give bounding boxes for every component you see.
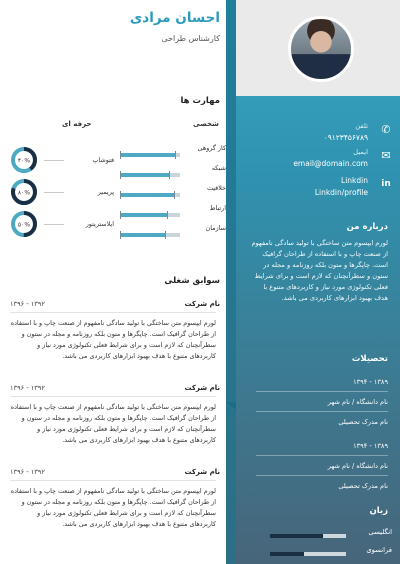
- skill-bar-tick: [120, 191, 121, 199]
- edu-2-university: نام دانشگاه / نام شهر: [327, 462, 388, 470]
- skill-row: [120, 184, 226, 194]
- sidebar-accent-stripe: [226, 0, 236, 564]
- about-title: درباره من: [346, 222, 388, 232]
- pro-skill-name: پریمیر: [97, 188, 114, 196]
- linkedin-value[interactable]: Linkdin/profile: [314, 188, 368, 197]
- pro-skill-line: [44, 160, 64, 161]
- pro-skill-ring: [10, 210, 38, 238]
- skill-row: [120, 164, 226, 174]
- sidebar: [236, 0, 400, 564]
- experience-title: سوابق شغلی: [164, 276, 220, 286]
- skill-bar-fill: [120, 193, 174, 197]
- pro-skill-ring: [10, 178, 38, 206]
- pro-skill-name: فتوشاپ: [92, 156, 114, 164]
- contact-linkedin: [242, 176, 392, 200]
- pro-skill-row: [10, 210, 114, 240]
- divider: [256, 411, 388, 412]
- job-description: لورم ایپسوم متن ساختگی با تولید سادگی نامفهوم از صنعت چاپ و با استفاده از طراحان گرافیک است. چاپگرها و متون بلکه روزنامه و مجله در ستون و سطرآنچنان که لازم است و برای شرایط فعلی تکنولوژی مورد نیاز و کاربردهای متنوع با هدف بهبود ابزارهای کاربردی می باشد.: [10, 319, 216, 360]
- skill-name: شبکه: [211, 164, 226, 172]
- about-text: لورم ایپسوم متن ساختگی با تولید سادگی نامفهوم از صنعت چاپ و با استفاده از طراحان گرافیک است. چاپگرها و متون بلکه روزنامه و مجله در ستون و سطرآنچنان که لازم است و برای شرایط فعلی تکنولوژی مورد نیاز و کاربردهای متنوع با هدف بهبود ابزارهای کاربردی می باشد.: [251, 239, 388, 302]
- email-value[interactable]: email@domain.com: [293, 159, 368, 168]
- skill-bar-tick: [165, 231, 166, 239]
- job-company: نام شرکت: [184, 384, 220, 392]
- language-name: انگلیسی: [368, 528, 392, 536]
- skill-bar-tick: [120, 211, 121, 219]
- linkedin-icon: in: [381, 179, 391, 189]
- pro-skill-ring: [10, 146, 38, 174]
- skills-title: مهارت ها: [180, 96, 220, 106]
- skill-bar-tick: [120, 171, 121, 179]
- edu-2-years: ۱۳۹۴ - ۱۳۸۹: [353, 442, 388, 450]
- skill-bar: [120, 193, 180, 197]
- skill-bar: [120, 153, 180, 157]
- ring-percent-label: ۴۰%: [17, 157, 31, 165]
- pro-skill-name: ایلاستریتور: [85, 220, 114, 228]
- skill-bar-fill: [120, 233, 165, 237]
- linkedin-label: Linkdin: [341, 176, 368, 185]
- phone-icon: ✆: [381, 123, 391, 136]
- skill-bar: [120, 233, 180, 237]
- language-name: فرانسوی: [366, 546, 392, 554]
- skill-bar: [120, 213, 180, 217]
- language-fill: [270, 552, 304, 556]
- contact-email: [242, 148, 392, 172]
- job-description: لورم ایپسوم متن ساختگی با تولید سادگی نامفهوم از صنعت چاپ و با استفاده از طراحان گرافیک است. چاپگرها و متون بلکه روزنامه و مجله در ستون و سطرآنچنان که لازم است و برای شرایط فعلی تکنولوژی مورد نیاز و کاربردهای متنوع با هدف بهبود ابزارهای کاربردی می باشد.: [10, 487, 216, 528]
- divider: [10, 396, 216, 397]
- ring-percent-label: ۸۰%: [17, 189, 31, 197]
- avatar: [288, 16, 354, 82]
- skill-name: خلاقیت: [206, 184, 226, 192]
- language-row: [246, 546, 392, 558]
- skill-name: ارتباط: [209, 204, 226, 212]
- ring-percent-label: ۵۰%: [17, 221, 31, 229]
- skill-bar-tick: [169, 171, 170, 179]
- job-years: ۱۳۹۶ - ۱۳۹۲: [10, 384, 45, 392]
- pro-skill-line: [44, 224, 64, 225]
- language-bar: [270, 552, 346, 556]
- personal-skills-title: شخصی: [193, 120, 219, 128]
- skill-bar-fill: [120, 153, 175, 157]
- skill-row: [120, 144, 226, 154]
- skill-bar-tick: [174, 191, 175, 199]
- job-description: لورم ایپسوم متن ساختگی با تولید سادگی نامفهوم از صنعت چاپ و با استفاده از طراحان گرافیک است. چاپگرها و متون بلکه روزنامه و مجله در ستون و سطرآنچنان که لازم است و برای شرایط فعلی تکنولوژی مورد نیاز و کاربردهای متنوع با هدف بهبود ابزارهای کاربردی می باشد.: [10, 403, 216, 444]
- divider: [10, 480, 216, 481]
- divider: [256, 391, 388, 392]
- edu-1-years: ۱۳۹۴ - ۱۳۸۹: [353, 378, 388, 386]
- pro-skill-row: [10, 178, 114, 208]
- skill-bar-tick: [120, 151, 121, 159]
- language-bar: [270, 534, 346, 538]
- language-fill: [270, 534, 323, 538]
- skill-row: [120, 204, 226, 214]
- skill-bar-tick: [167, 211, 168, 219]
- job-company: نام شرکت: [184, 300, 220, 308]
- job-company: نام شرکت: [184, 468, 220, 476]
- language-row: [246, 528, 392, 540]
- envelope-icon: ✉: [381, 149, 391, 162]
- skill-bar: [120, 173, 180, 177]
- pro-skill-row: [10, 146, 114, 176]
- skill-bar-fill: [120, 173, 169, 177]
- skill-name: سازمان: [205, 224, 226, 232]
- education-title: تحصیلات: [351, 354, 388, 364]
- skill-name: کار گروهی: [197, 144, 226, 152]
- phone-label: تلفن: [355, 122, 368, 130]
- person-role: کارشناس طراحی: [161, 34, 220, 43]
- skill-bar-fill: [120, 213, 167, 217]
- divider: [256, 475, 388, 476]
- divider: [256, 455, 388, 456]
- pro-skill-line: [44, 192, 64, 193]
- job-years: ۱۳۹۶ - ۱۳۹۲: [10, 300, 45, 308]
- email-label: ایمیل: [353, 148, 368, 156]
- skill-bar-tick: [175, 151, 176, 159]
- edu-1-degree: نام مدرک تحصیلی: [338, 418, 388, 426]
- edu-2-degree: نام مدرک تحصیلی: [338, 482, 388, 490]
- contact-phone: [242, 122, 392, 146]
- sidebar-fold: [226, 402, 236, 410]
- languages-title: زبان: [369, 506, 388, 516]
- skill-row: [120, 224, 226, 234]
- skill-bar-tick: [120, 231, 121, 239]
- edu-1-university: نام دانشگاه / نام شهر: [327, 398, 388, 406]
- person-name: احسان مرادی: [129, 10, 220, 26]
- job-years: ۱۳۹۶ - ۱۳۹۲: [10, 468, 45, 476]
- professional-skills-title: حرفه ای: [62, 120, 92, 128]
- phone-value: ۰۹۱۲۳۴۵۶۷۸۹: [323, 133, 368, 142]
- divider: [10, 312, 216, 313]
